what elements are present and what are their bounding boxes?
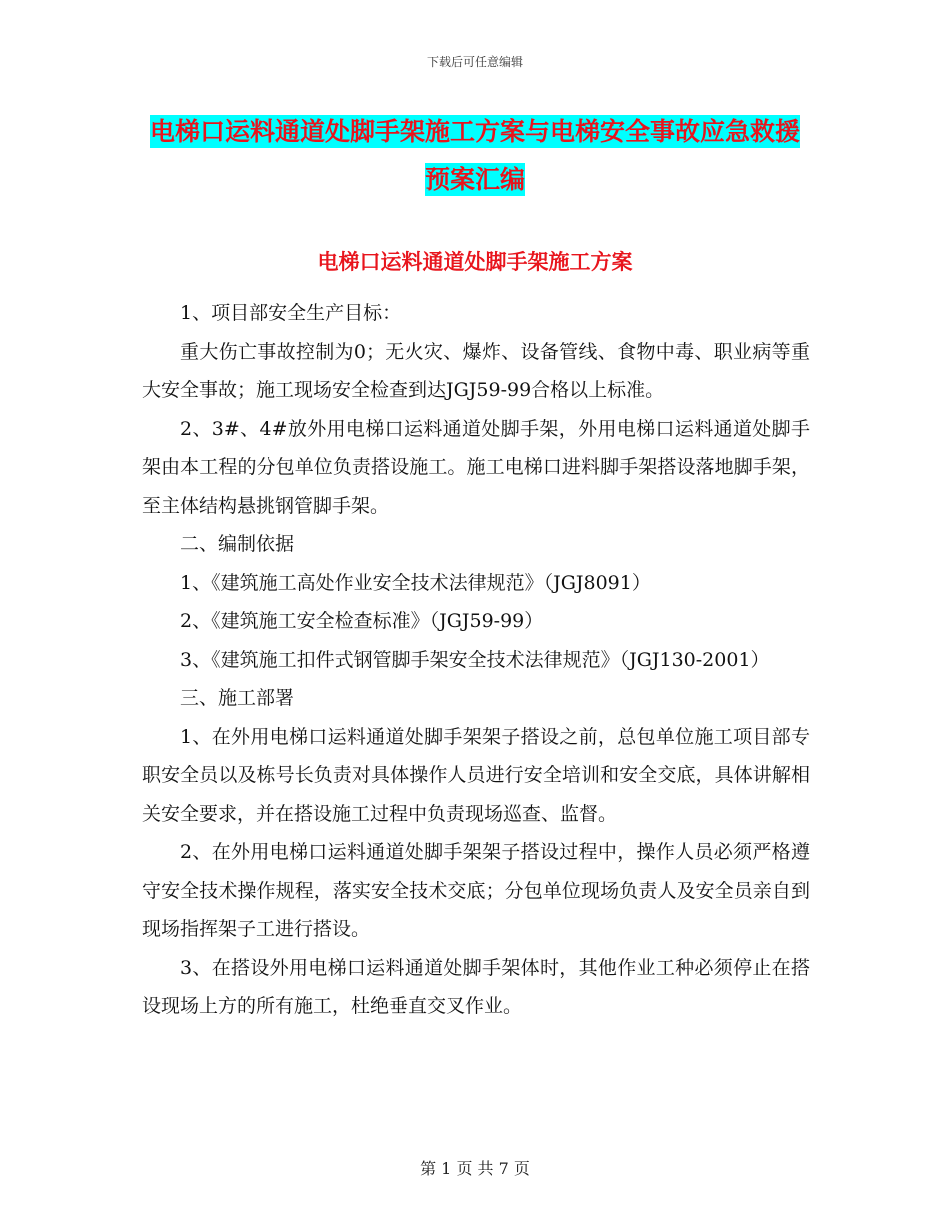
- section-title: 电梯口运料通道处脚手架施工方案: [317, 250, 633, 274]
- paragraph: 1、《建筑施工高处作业安全技术法律规范》（JGJ8091）: [180, 571, 651, 594]
- page-number: 第 1 页 共 7 页: [420, 1159, 530, 1178]
- paragraph: 1、项目部安全生产目标：: [180, 302, 402, 324]
- document-body: [142, 294, 810, 1026]
- paragraph: 1、在外用电梯口运料通道处脚手架架子搭设之前，总包单位施工项目部专职安全员以及栋号长负责对具体操作人员进行安全培训和安全交底，具体讲解相关安全要求，并在搭设施工过程中负责现场巡查、监督。: [142, 725, 810, 825]
- paragraph: 2、3#、4#放外用电梯口运料通道处脚手架，外用电梯口运料通道处脚手架由本工程的分包单位负责搭设施工。施工电梯口进料脚手架搭设落地脚手架，至主体结构悬挑钢管脚手架。: [142, 417, 810, 517]
- paragraph: 3、《建筑施工扣件式钢管脚手架安全技术法律规范》（JGJ130-2001）: [180, 648, 770, 671]
- paragraph: 重大伤亡事故控制为0；无火灾、爆炸、设备管线、食物中毒、职业病等重大安全事故；施工现场安全检查到达JGJ59-99合格以上标准。: [142, 340, 810, 401]
- paragraph: 2、《建筑施工安全检查标准》（JGJ59-99）: [180, 610, 544, 632]
- paragraph: 2、在外用电梯口运料通道处脚手架架子搭设过程中，操作人员必须严格遵守安全技术操作规程，落实安全技术交底；分包单位现场负责人及安全员亲自到现场指挥架子工进行搭设。: [142, 841, 810, 940]
- paragraph: 三、施工部署: [180, 687, 295, 709]
- header-note: 下载后可任意编辑: [426, 55, 523, 69]
- document-title: [140, 108, 810, 204]
- paragraph: 二、编制依据: [180, 533, 295, 555]
- document-title-text: 电梯口运料通道处脚手架施工方案与电梯安全事故应急救援预案汇编: [149, 117, 800, 194]
- paragraph: 3、在搭设外用电梯口运料通道处脚手架体时，其他作业工种必须停止在搭设现场上方的所有施工，杜绝垂直交叉作业。: [142, 956, 810, 1017]
